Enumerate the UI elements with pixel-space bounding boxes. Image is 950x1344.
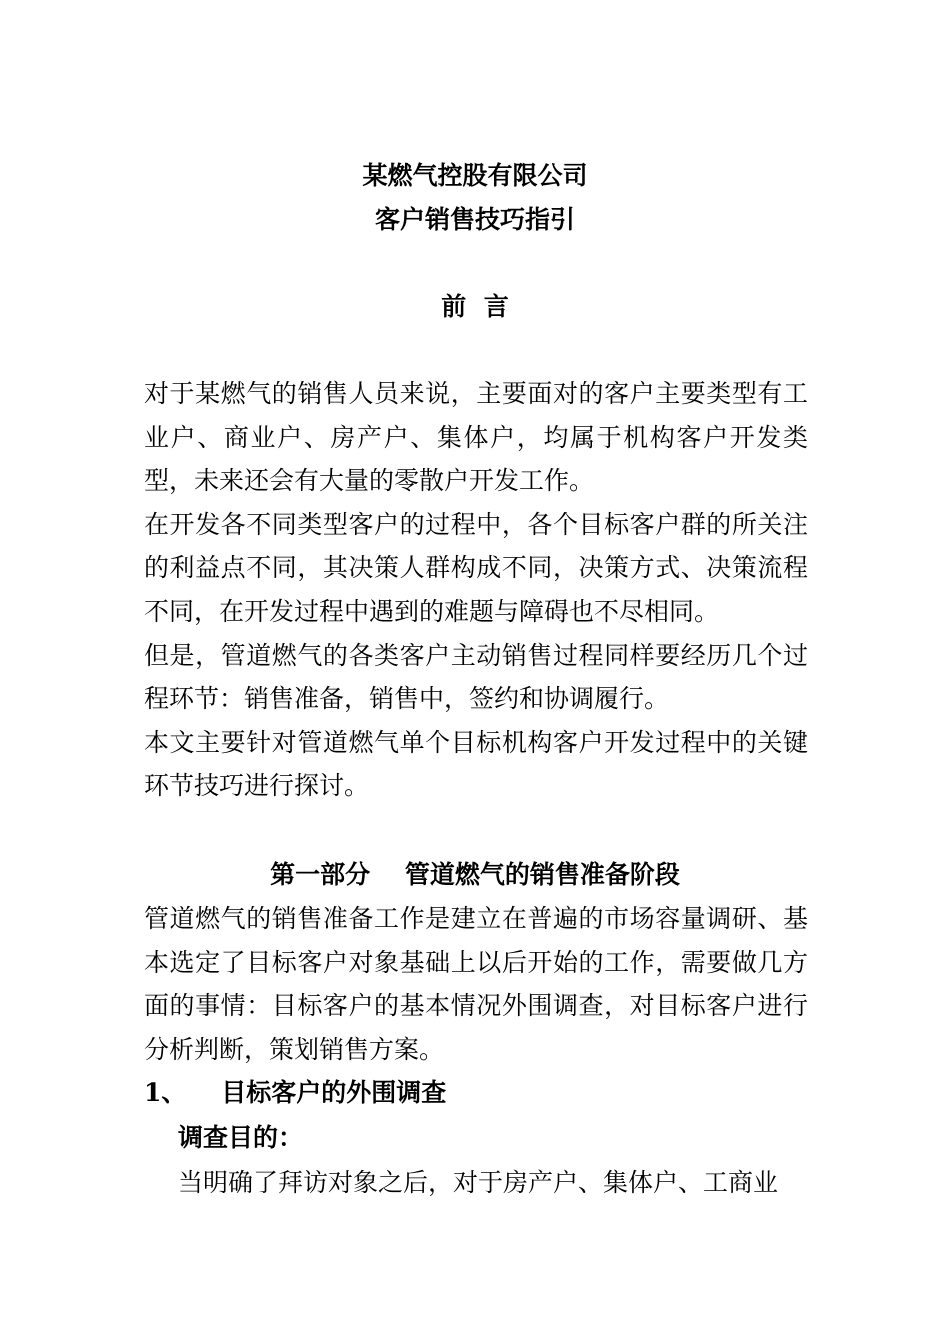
- preface-paragraph: 在开发各不同类型客户的过程中，各个目标客户群的所关注的利益点不同，其决策人群构成不同，决策方式、决策流程不同，在开发过程中遇到的难题与障碍也不尽相同。: [144, 509, 808, 626]
- part1-intro-body: [144, 897, 808, 1071]
- document-title: 客户销售技巧指引: [374, 205, 575, 234]
- preface-paragraph: 对于某燃气的销售人员来说，主要面对的客户主要类型有工业户、商业户、房产户、集体户，均属于机构客户开发类型，未来还会有大量的零散户开发工作。: [144, 379, 808, 496]
- section1-text: 当明确了拜访对象之后，对于房产户、集体户、工商业: [178, 1168, 779, 1197]
- preface-heading: 前 言: [441, 292, 509, 321]
- preface-body: [144, 372, 808, 808]
- section1-heading: 1、 目标客户的外围调查: [144, 1078, 447, 1107]
- preface-paragraph: 但是，管道燃气的各类客户主动销售过程同样要经历几个过程环节：销售准备，销售中，签约和协调履行。: [144, 640, 808, 714]
- part1-heading: 第一部分 管道燃气的销售准备阶段: [270, 860, 680, 889]
- part1-intro-paragraph: 管道燃气的销售准备工作是建立在普遍的市场容量调研、基本选定了目标客户对象基础上以后开始的工作，需要做几方面的事情：目标客户的基本情况外围调查，对目标客户进行分析判断，策划销售方案。: [144, 904, 808, 1064]
- preface-paragraph: 本文主要针对管道燃气单个目标机构客户开发过程中的关键环节技巧进行探讨。: [144, 727, 808, 801]
- section1-sub-heading: 调查目的：: [178, 1123, 304, 1152]
- company-name: 某燃气控股有限公司: [362, 161, 588, 190]
